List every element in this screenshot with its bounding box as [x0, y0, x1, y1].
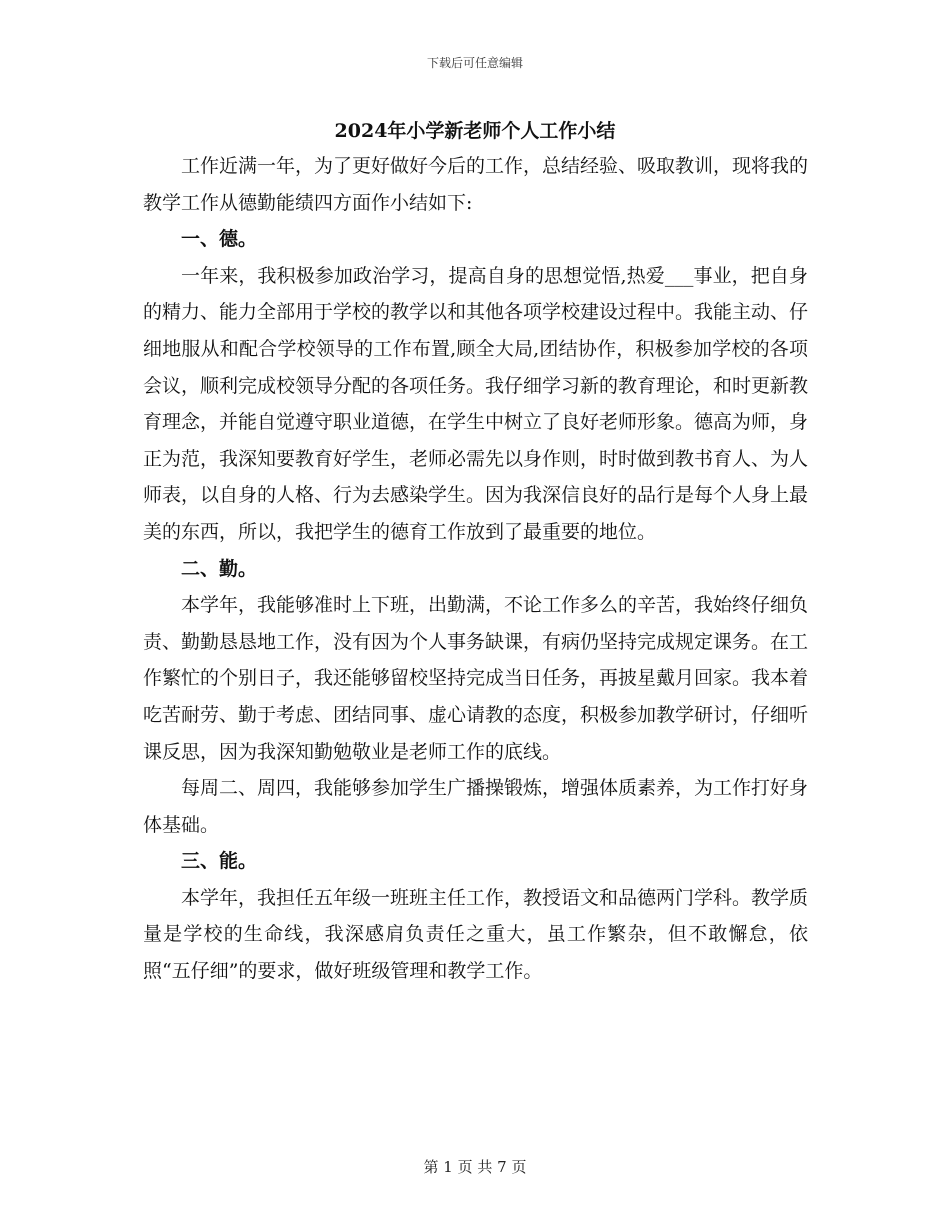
body-paragraph-de: 一年来，我积极参加政治学习，提高自身的思想觉悟,热爱___事业，把自身的精力、能力全部用于学校的教学以和其他各项学校建设过程中。我能主动、仔细地服从和配合学校领导的工作布置,顾全大局,团结协作，积极参加学校的各项会议，顺利完成校领导分配的各项任务。我仔细学习新的教育理论，和时更新教育理念，并能自觉遵守职业道德，在学生中树立了良好老师形象。德高为师，身正为范，我深知要教育好学生，老师必需先以身作则，时时做到教书育人、为人师表，以自身的人格、行为去感染学生。因为我深信良好的品行是每个人身上最美的东西，所以，我把学生的德育工作放到了最重要的地位。: [143, 264, 809, 543]
body-paragraph-neng: 本学年，我担任五年级一班班主任工作，教授语文和品德两门学科。教学质量是学校的生命线，我深感肩负责任之重大，虽工作繁杂，但不敢懈怠，依照“五仔细”的要求，做好班级管理和教学工作。: [143, 886, 809, 983]
section-heading-qin: 二、勤。: [181, 557, 258, 580]
document-title: 2024年小学新老师个人工作小结: [334, 120, 616, 142]
section-heading-de: 一、德。: [181, 228, 258, 251]
body-paragraph-exercise: 每周二、周四，我能够参加学生广播操锻炼，增强体质素养，为工作打好身体基础。: [143, 777, 809, 836]
section-heading-neng: 三、能。: [181, 850, 258, 873]
intro-paragraph: 工作近满一年，为了更好做好今后的工作，总结经验、吸取教训，现将我的教学工作从德勤能绩四方面作小结如下:: [143, 155, 809, 214]
page-number: 第 1 页 共 7 页: [423, 1158, 527, 1176]
page-header-note: 下载后可任意编辑: [426, 56, 523, 70]
body-paragraph-qin: 本学年，我能够准时上下班，出勤满，不论工作多么的辛苦，我始终仔细负责、勤勤恳恳地工作，没有因为个人事务缺课，有病仍坚持完成规定课务。在工作繁忙的个别日子，我还能够留校坚持完成当日任务，再披星戴月回家。我本着吃苦耐劳、勤于考虑、团结同事、虚心请教的态度，积极参加教学研讨，仔细听课反思，因为我深知勤勉敬业是老师工作的底线。: [143, 594, 809, 763]
document-body: [143, 148, 808, 990]
